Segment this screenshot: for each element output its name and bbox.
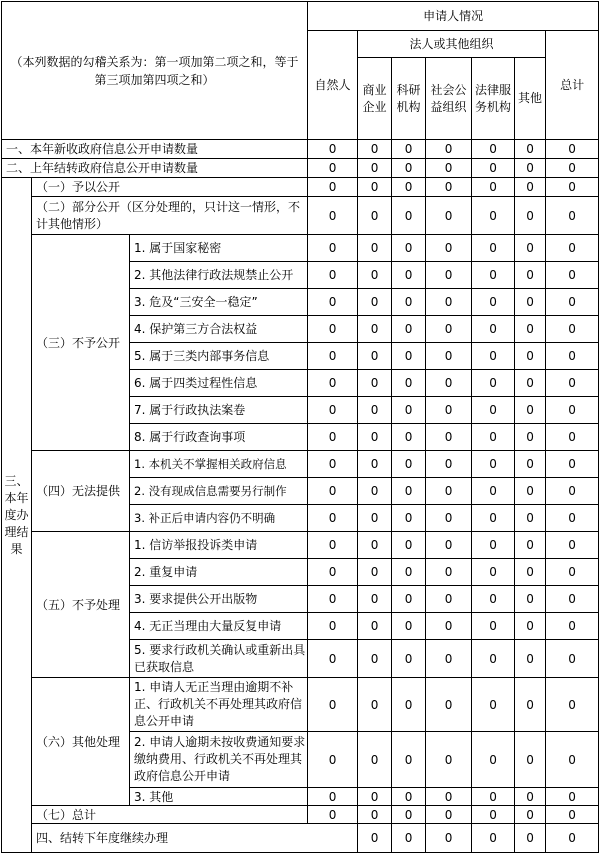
cell-value: 0: [358, 586, 392, 613]
cell-value: 0: [472, 424, 515, 451]
row-label: 8. 属于行政查询事项: [130, 424, 308, 451]
cell-value: 0: [358, 262, 392, 289]
cell-value: 0: [308, 505, 358, 532]
cell-value: 0: [515, 788, 546, 806]
cell-value: 0: [472, 613, 515, 640]
cell-value: 0: [308, 316, 358, 343]
cell-value: 0: [472, 316, 515, 343]
cell-value: 0: [472, 370, 515, 397]
cell-value: 0: [472, 532, 515, 559]
cell-value: 0: [358, 140, 392, 159]
cell-value: 0: [358, 424, 392, 451]
cell-value: 0: [546, 532, 599, 559]
cell-value: 0: [426, 289, 472, 316]
cell-value: 0: [426, 640, 472, 678]
cell-value: 0: [392, 678, 426, 732]
cell-value: 0: [426, 159, 472, 178]
cell-value: 0: [426, 316, 472, 343]
group-no-process: （五）不予处理: [32, 532, 130, 678]
section-three-label: 三、本年度办理结果: [2, 178, 32, 853]
cell-value: 0: [472, 678, 515, 732]
cell-value: 0: [546, 159, 599, 178]
cell-value: 0: [358, 640, 392, 678]
cell-value: 0: [392, 140, 426, 159]
cell-value: 0: [358, 678, 392, 732]
cell-value: 0: [358, 532, 392, 559]
cell-value: 0: [308, 559, 358, 586]
cell-value: 0: [426, 178, 472, 197]
cell-value: 0: [472, 140, 515, 159]
cell-value: 0: [358, 159, 392, 178]
row-label: 7. 属于行政执法案卷: [130, 397, 308, 424]
row-label: 二、上年结转政府信息公开申请数量: [2, 159, 308, 178]
cell-value: 0: [426, 806, 472, 824]
cell-value: 0: [515, 159, 546, 178]
cell-value: 0: [515, 343, 546, 370]
cell-value: 0: [308, 289, 358, 316]
cell-value: 0: [426, 235, 472, 262]
cell-value: 0: [392, 640, 426, 678]
cell-value: 0: [308, 262, 358, 289]
row-label: 2. 没有现成信息需要另行制作: [130, 478, 308, 505]
cell-value: 0: [392, 559, 426, 586]
row-label: （二）部分公开（区分处理的，只计这一情形，不计其他情形）: [32, 197, 308, 235]
row-label: 1. 属于国家秘密: [130, 235, 308, 262]
header-other: 其他: [515, 58, 546, 140]
cell-value: 0: [472, 262, 515, 289]
cell-value: 0: [472, 451, 515, 478]
cell-value: 0: [308, 678, 358, 732]
cell-value: 0: [358, 505, 392, 532]
cell-value: 0: [308, 478, 358, 505]
row-label: （七）总计: [32, 806, 308, 824]
cell-value: 0: [358, 289, 392, 316]
cell-value: 0: [472, 806, 515, 824]
cell-value: 0: [358, 397, 392, 424]
cell-value: 0: [426, 451, 472, 478]
row-label: 5. 要求行政机关确认或重新出具已获取信息: [130, 640, 308, 678]
row-label: 3. 其他: [130, 788, 308, 806]
cell-value: 0: [472, 159, 515, 178]
cell-value: 0: [308, 451, 358, 478]
cell-value: 0: [546, 505, 599, 532]
cell-value: 0: [426, 397, 472, 424]
cell-value: 0: [426, 824, 472, 853]
row-label: 2. 申请人逾期未按收费通知要求缴纳费用、行政机关不再处理其政府信息公开申请: [130, 732, 308, 788]
cell-value: 0: [392, 806, 426, 824]
cell-value: 0: [308, 806, 358, 824]
row-label: 4. 无正当理由大量反复申请: [130, 613, 308, 640]
cell-value: 0: [392, 262, 426, 289]
cell-value: 0: [515, 424, 546, 451]
cell-value: 0: [358, 370, 392, 397]
cell-value: 0: [515, 370, 546, 397]
cell-value: 0: [308, 532, 358, 559]
header-total: 总计: [546, 31, 599, 140]
cell-value: 0: [546, 806, 599, 824]
header-public-welfare-org: 社会公益组织: [426, 58, 472, 140]
cell-value: 0: [308, 178, 358, 197]
cell-value: 0: [426, 140, 472, 159]
row-label: 6. 属于四类过程性信息: [130, 370, 308, 397]
cell-value: 0: [426, 559, 472, 586]
header-legal-or-other-org: 法人或其他组织: [358, 31, 546, 58]
table-row: [2, 178, 599, 197]
cell-value: 0: [358, 197, 392, 235]
cell-value: 0: [358, 178, 392, 197]
cell-value: 0: [546, 316, 599, 343]
cell-value: 0: [472, 640, 515, 678]
cell-value: 0: [392, 397, 426, 424]
cell-value: 0: [308, 397, 358, 424]
cell-value: 0: [515, 289, 546, 316]
cell-value: 0: [472, 178, 515, 197]
cell-value: 0: [472, 586, 515, 613]
cell-value: 0: [392, 824, 426, 853]
cell-value: 0: [515, 640, 546, 678]
table-row: [2, 140, 599, 159]
cell-value: 0: [392, 788, 426, 806]
cell-value: 0: [515, 824, 546, 853]
cell-value: 0: [426, 586, 472, 613]
cell-value: 0: [308, 613, 358, 640]
row-label: 3. 补正后申请内容仍不明确: [130, 505, 308, 532]
cell-value: 0: [515, 478, 546, 505]
row-label: 2. 其他法律行政法规禁止公开: [130, 262, 308, 289]
cell-value: 0: [546, 640, 599, 678]
cell-value: 0: [426, 732, 472, 788]
row-label: 一、本年新收政府信息公开申请数量: [2, 140, 308, 159]
cell-value: 0: [546, 559, 599, 586]
cell-value: 0: [546, 678, 599, 732]
cell-value: 0: [308, 586, 358, 613]
table-row: [2, 235, 599, 262]
cell-value: 0: [308, 424, 358, 451]
row-label: 5. 属于三类内部事务信息: [130, 343, 308, 370]
cell-value: 0: [358, 451, 392, 478]
header-research-institution: 科研机构: [392, 58, 426, 140]
cell-value: 0: [546, 613, 599, 640]
cell-value: 0: [546, 343, 599, 370]
cell-value: 0: [515, 559, 546, 586]
cell-value: 0: [426, 343, 472, 370]
cell-value: 0: [472, 788, 515, 806]
cell-value: 0: [426, 532, 472, 559]
cell-value: 0: [358, 732, 392, 788]
cell-value: 0: [392, 316, 426, 343]
cell-value: 0: [515, 451, 546, 478]
cell-value: 0: [358, 613, 392, 640]
table-row: [2, 451, 599, 478]
cell-value: 0: [472, 397, 515, 424]
cell-value: 0: [392, 451, 426, 478]
cell-value: 0: [308, 140, 358, 159]
cell-value: 0: [515, 678, 546, 732]
cell-value: 0: [426, 262, 472, 289]
cell-value: 0: [426, 788, 472, 806]
cell-value: 0: [472, 235, 515, 262]
cell-value: 0: [515, 262, 546, 289]
disclosure-statistics-table: [1, 1, 599, 853]
cell-value: 0: [515, 613, 546, 640]
cell-value: 0: [308, 197, 358, 235]
cell-value: 0: [546, 424, 599, 451]
row-label: 3. 要求提供公开出版物: [130, 586, 308, 613]
table-row: [2, 197, 599, 235]
cell-value: 0: [426, 370, 472, 397]
cell-value: 0: [308, 370, 358, 397]
table-row: [2, 806, 599, 824]
cell-value: 0: [546, 235, 599, 262]
row-label: 1. 本机关不掌握相关政府信息: [130, 451, 308, 478]
cell-value: 0: [308, 343, 358, 370]
cell-value: 0: [546, 262, 599, 289]
cell-value: 0: [392, 613, 426, 640]
cell-value: 0: [392, 532, 426, 559]
cell-value: 0: [472, 559, 515, 586]
cell-value: 0: [426, 678, 472, 732]
cell-value: 0: [472, 343, 515, 370]
cell-value: 0: [426, 424, 472, 451]
cell-value: 0: [392, 478, 426, 505]
cell-value: 0: [392, 586, 426, 613]
cell-value: 0: [358, 559, 392, 586]
row-label: （一）予以公开: [32, 178, 308, 197]
cell-value: 0: [426, 613, 472, 640]
cell-value: 0: [392, 424, 426, 451]
cell-value: 0: [546, 370, 599, 397]
cell-value: 0: [515, 806, 546, 824]
cell-value: 0: [546, 451, 599, 478]
cell-value: 0: [515, 316, 546, 343]
cell-value: 0: [392, 505, 426, 532]
row-label: 四、结转下年度继续办理: [32, 824, 358, 853]
cell-value: 0: [546, 732, 599, 788]
header-applicant-situation: 申请人情况: [308, 2, 599, 31]
cell-value: 0: [515, 178, 546, 197]
row-label: 3. 危及“三安全一稳定”: [130, 289, 308, 316]
cell-value: 0: [358, 343, 392, 370]
cell-value: 0: [426, 197, 472, 235]
cell-value: 0: [308, 159, 358, 178]
cell-value: 0: [546, 478, 599, 505]
row-label: 2. 重复申请: [130, 559, 308, 586]
cell-value: 0: [392, 235, 426, 262]
table-note: （本列数据的勾稽关系为：第一项加第二项之和，等于第三项加第四项之和）: [2, 2, 308, 140]
cell-value: 0: [392, 197, 426, 235]
cell-value: 0: [472, 824, 515, 853]
header-legal-service-org: 法律服务机构: [472, 58, 515, 140]
header-commercial-enterprise: 商业企业: [358, 58, 392, 140]
cell-value: 0: [472, 478, 515, 505]
cell-value: 0: [392, 370, 426, 397]
table-row: [2, 824, 599, 853]
cell-value: 0: [546, 178, 599, 197]
cell-value: 0: [515, 732, 546, 788]
cell-value: 0: [515, 235, 546, 262]
row-label: 4. 保护第三方合法权益: [130, 316, 308, 343]
cell-value: 0: [392, 289, 426, 316]
cell-value: 0: [546, 289, 599, 316]
cell-value: 0: [515, 197, 546, 235]
cell-value: 0: [426, 505, 472, 532]
cell-value: 0: [546, 824, 599, 853]
table-row: [2, 532, 599, 559]
cell-value: 0: [308, 640, 358, 678]
cell-value: 0: [515, 397, 546, 424]
cell-value: 0: [392, 178, 426, 197]
group-other-process: （六）其他处理: [32, 678, 130, 806]
cell-value: 0: [426, 478, 472, 505]
cell-value: 0: [308, 732, 358, 788]
cell-value: 0: [515, 586, 546, 613]
cell-value: 0: [546, 140, 599, 159]
cell-value: 0: [472, 505, 515, 532]
cell-value: 0: [515, 532, 546, 559]
cell-value: 0: [546, 788, 599, 806]
cell-value: 0: [472, 732, 515, 788]
cell-value: 0: [472, 197, 515, 235]
header-natural-person: 自然人: [308, 31, 358, 140]
cell-value: 0: [358, 316, 392, 343]
cell-value: 0: [308, 788, 358, 806]
cell-value: 0: [515, 140, 546, 159]
cell-value: 0: [546, 197, 599, 235]
cell-value: 0: [358, 788, 392, 806]
cell-value: 0: [308, 235, 358, 262]
cell-value: 0: [472, 289, 515, 316]
cell-value: 0: [358, 824, 392, 853]
row-label: 1. 信访举报投诉类申请: [130, 532, 308, 559]
table-row: [2, 159, 599, 178]
table-row: [2, 678, 599, 732]
cell-value: 0: [358, 235, 392, 262]
cell-value: 0: [358, 478, 392, 505]
group-cannot-provide: （四）无法提供: [32, 451, 130, 532]
cell-value: 0: [392, 732, 426, 788]
cell-value: 0: [358, 806, 392, 824]
group-no-disclose: （三）不予公开: [32, 235, 130, 451]
cell-value: 0: [546, 397, 599, 424]
cell-value: 0: [392, 343, 426, 370]
row-label: 1. 申请人无正当理由逾期不补正、行政机关不再处理其政府信息公开申请: [130, 678, 308, 732]
cell-value: 0: [392, 159, 426, 178]
cell-value: 0: [515, 505, 546, 532]
cell-value: 0: [546, 586, 599, 613]
